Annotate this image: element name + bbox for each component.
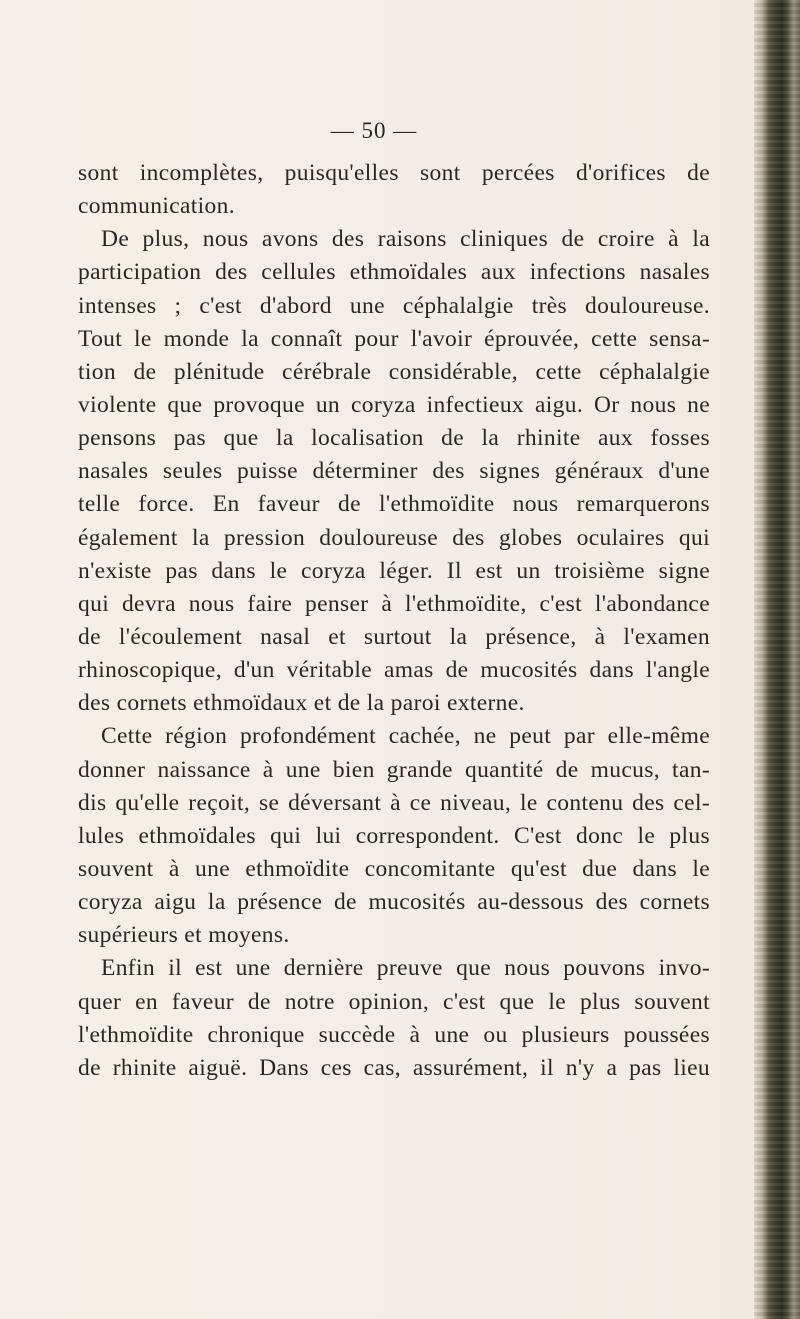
text-line: pensons pas que la localisation de la rhinite aux fosses: [78, 425, 710, 452]
page-number: — 50 —: [330, 118, 418, 143]
text-line: lules ethmoïdales qui lui correspondent. C'est donc le plus: [78, 822, 710, 849]
text-line: également la pression douloureuse des globes oculaires qui: [78, 524, 710, 551]
text-line: tion de plénitude cérébrale considérable, cette céphalalgie: [78, 358, 710, 385]
text-line: n'existe pas dans le coryza léger. Il est un troisième signe: [78, 557, 710, 584]
text-line: violente que provoque un coryza infectieux aigu. Or nous ne: [78, 391, 710, 418]
text-line: coryza aigu la présence de mucosités au-dessous des cornets: [78, 889, 710, 916]
text-line: souvent à une ethmoïdite concomitante qu'est due dans le: [78, 855, 710, 882]
text-line: supérieurs et moyens.: [78, 922, 290, 949]
text-line: De plus, nous avons des raisons cliniques de croire à la: [101, 226, 710, 253]
text-line: communication.: [78, 193, 235, 220]
body-text: [78, 157, 710, 1085]
text-line: Cette région profondément cachée, ne peut par elle-même: [101, 723, 710, 750]
text-line: nasales seules puisse déterminer des signes généraux d'une: [78, 458, 710, 485]
text-line: intenses ; c'est d'abord une céphalalgie très douloureuse.: [78, 292, 710, 319]
text-line: telle force. En faveur de l'ethmoïdite nous remarquerons: [78, 491, 710, 518]
text-line: qui devra nous faire penser à l'ethmoïdite, c'est l'abondance: [78, 590, 710, 617]
text-line: de rhinite aiguë. Dans ces cas, assurément, il n'y a pas lieu: [78, 1054, 710, 1081]
text-line: rhinoscopique, d'un véritable amas de mucosités dans l'angle: [78, 657, 710, 684]
text-line: des cornets ethmoïdaux et de la paroi externe.: [78, 690, 525, 717]
text-line: dis qu'elle reçoit, se déversant à ce niveau, le contenu des cel-: [78, 789, 710, 816]
text-line: Enfin il est une dernière preuve que nous pouvons invo-: [101, 955, 710, 982]
text-line: l'ethmoïdite chronique succède à une ou plusieurs poussées: [78, 1021, 710, 1048]
text-line: donner naissance à une bien grande quantité de mucus, tan-: [78, 756, 710, 783]
text-line: participation des cellules ethmoïdales aux infections nasales: [78, 259, 710, 286]
text-line: sont incomplètes, puisqu'elles sont percées d'orifices de: [78, 160, 710, 186]
text-line: de l'écoulement nasal et surtout la présence, à l'examen: [78, 623, 710, 650]
book-binding-edge: [754, 0, 800, 1319]
text-line: quer en faveur de notre opinion, c'est que le plus souvent: [78, 988, 710, 1015]
text-line: Tout le monde la connaît pour l'avoir éprouvée, cette sensa-: [78, 325, 710, 352]
